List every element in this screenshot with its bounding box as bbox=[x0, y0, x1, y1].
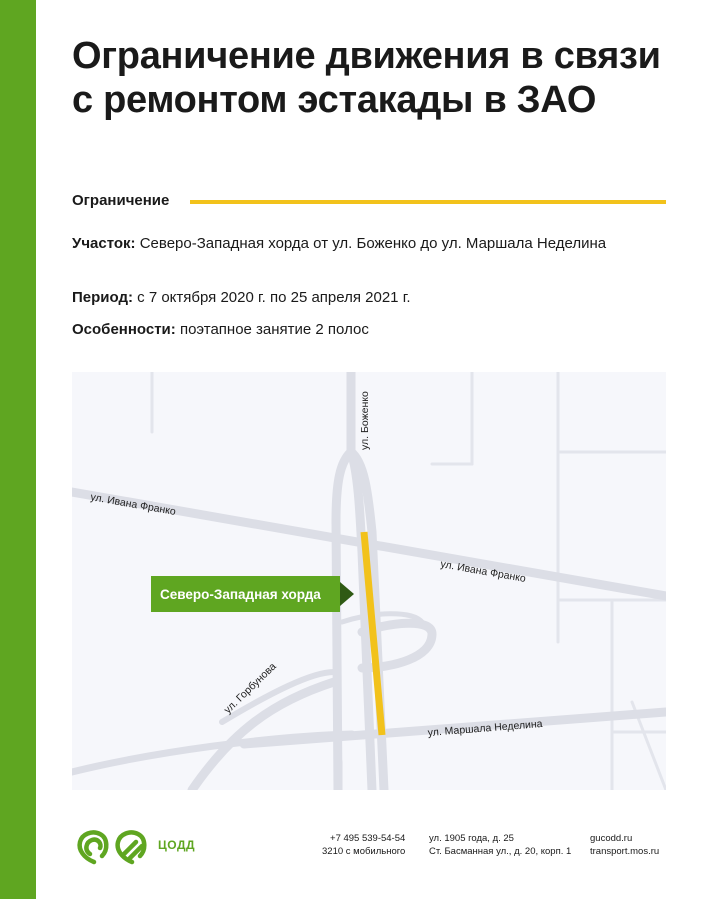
footer-address-line1: ул. 1905 года, д. 25 bbox=[429, 833, 514, 844]
section-label: Ограничение bbox=[72, 192, 170, 209]
footer-web-line1[interactable]: gucodd.ru bbox=[590, 833, 633, 844]
section-header bbox=[72, 191, 666, 211]
label-bozhenko: ул. Боженко bbox=[359, 391, 371, 450]
info-features-value: поэтапное занятие 2 полос bbox=[175, 321, 369, 338]
callout-pointer bbox=[340, 582, 354, 606]
label-nedelina: ул. Маршала Неделина bbox=[427, 717, 544, 739]
footer-phone-block bbox=[322, 832, 405, 858]
footer-web-line2[interactable]: transport.mos.ru bbox=[590, 846, 660, 857]
info-period-label: Период: bbox=[72, 289, 133, 306]
logo-icon bbox=[72, 828, 152, 868]
side-accent-bar bbox=[0, 0, 36, 899]
footer-address-line2: Ст. Басманная ул., д. 20, корп. 1 bbox=[429, 846, 572, 857]
label-ivana-franko-left: ул. Ивана Франко bbox=[89, 491, 177, 518]
info-area-value: Северо-Западная хорда от ул. Боженко до ул. Маршала Неделина bbox=[135, 235, 607, 252]
info-period-value: с 7 октября 2020 г. по 25 апреля 2021 г. bbox=[133, 289, 411, 306]
logo-text: ЦОДД bbox=[158, 838, 196, 852]
footer bbox=[72, 826, 666, 870]
callout-label: Северо-Западная хорда bbox=[160, 587, 321, 602]
chorda-callout bbox=[151, 576, 354, 612]
label-gorbunova: ул. Горбунова bbox=[221, 660, 279, 717]
info-area-label: Участок: bbox=[72, 235, 136, 252]
footer-web-block bbox=[590, 832, 659, 858]
road-map bbox=[72, 372, 666, 790]
footer-phone-line2: 3210 с мобильного bbox=[322, 846, 406, 857]
footer-phone-line1: +7 495 539-54-54 bbox=[330, 833, 406, 844]
page-title: Ограничение движения в связи с ремонтом эстакады в ЗАО bbox=[72, 35, 661, 121]
footer-address-block bbox=[429, 832, 571, 858]
info-area bbox=[72, 234, 632, 254]
label-ivana-franko-right: ул. Ивана Франко bbox=[439, 558, 527, 585]
info-features bbox=[72, 320, 632, 340]
section-divider bbox=[190, 200, 666, 204]
info-features-label: Особенности: bbox=[72, 321, 176, 338]
info-period bbox=[72, 288, 632, 308]
